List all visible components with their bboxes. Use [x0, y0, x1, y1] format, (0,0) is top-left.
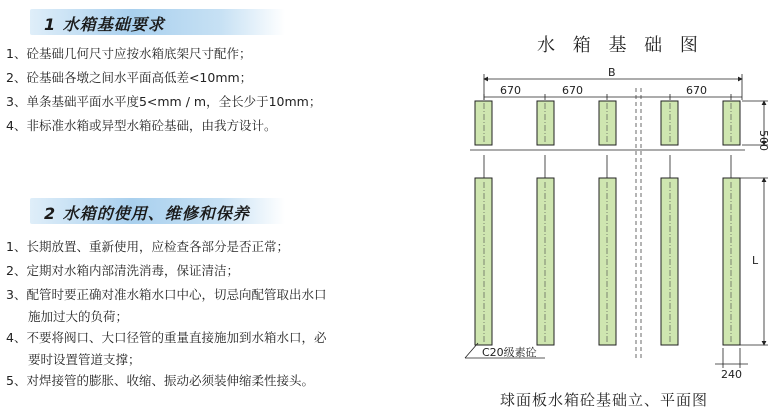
diagram-title: 水 箱 基 础 图	[537, 35, 704, 56]
list-item: 1、砼基础几何尺寸应按水箱底架尺寸配作；	[6, 46, 252, 61]
length-label: L	[752, 254, 759, 267]
elevation-blocks	[475, 178, 740, 345]
list-item: 施加过大的负荷；	[28, 309, 129, 324]
diagram-caption: 球面板水箱砼基础立、平面图	[500, 391, 709, 409]
list-item: 2、砼基础各墩之间水平面高低差<10mm；	[6, 70, 253, 85]
list-item: 1、长期放置、重新使用，应检查各部分是否正常；	[6, 239, 289, 254]
section1-heading: 1 水箱基础要求	[44, 15, 165, 34]
spacing-label-3: 670	[686, 84, 707, 97]
list-item: 要时设置管道支撑；	[28, 352, 141, 367]
width-label: 240	[721, 368, 742, 381]
list-item: 4、不要将阀口、大口径管的重量直接施加到水箱水口，必	[6, 330, 327, 345]
section2-heading: 2 水箱的使用、维修和保养	[44, 204, 250, 223]
list-item: 2、定期对水箱内部清洗消毒，保证清洁；	[6, 263, 239, 278]
list-item: 3、配管时要正确对准水箱水口中心，切忌向配管取出水口	[6, 287, 327, 302]
list-item: 4、非标准水箱或异型水箱砼基础，由我方设计。	[6, 118, 277, 133]
spacing-label-2: 670	[562, 84, 583, 97]
plan-blocks	[475, 101, 740, 145]
concrete-label: C20级素砼	[482, 346, 537, 359]
list-item: 3、单条基础平面水平度5<mm / m，全长少于10mm；	[6, 94, 322, 109]
depth-label: 500	[757, 130, 770, 151]
list-item: 5、对焊接管的膨胀、收缩、振动必须装伸缩柔性接头。	[6, 373, 314, 388]
spacing-label-1: 670	[500, 84, 521, 97]
dimension-B: B	[608, 66, 616, 79]
